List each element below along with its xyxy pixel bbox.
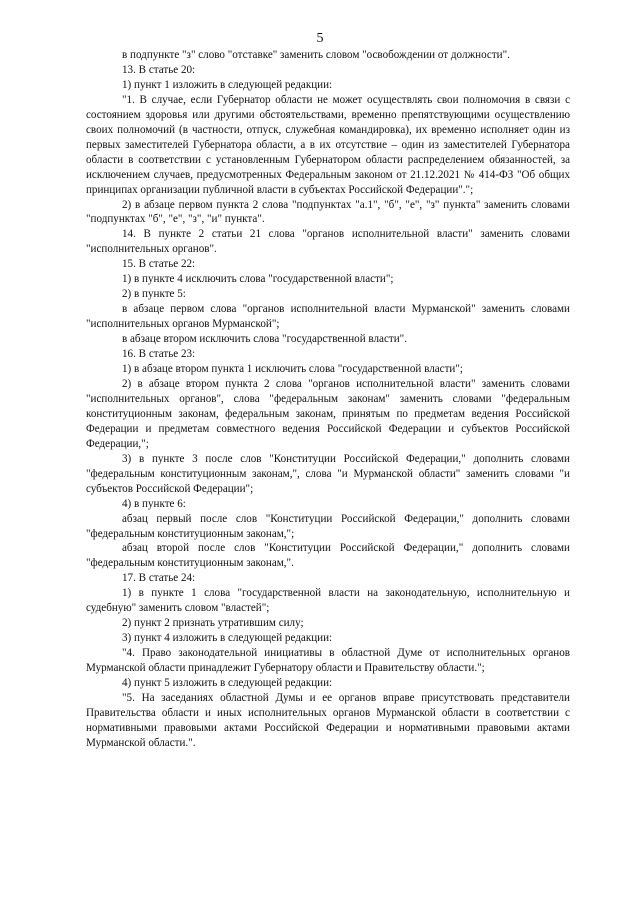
paragraph: 13. В статье 20: bbox=[122, 63, 196, 76]
paragraph: 3) пункт 4 изложить в следующей редакции: bbox=[122, 632, 333, 645]
paragraph: 17. В статье 24: bbox=[122, 572, 196, 585]
paragraph: 1) в абзаце втором пункта 1 исключить слова "государственной власти"; bbox=[122, 363, 463, 376]
paragraph: 2) в пункте 5: bbox=[122, 288, 186, 301]
paragraph: в абзаце первом слова "органов исполнительной власти Мурманской" заменить словами "исполнительных органов Мурманской"; bbox=[86, 303, 570, 331]
paragraph: 2) в абзаце первом пункта 2 слова "подпунктах "а.1", "б", "е", "з" пункта" заменить словами "подпунктах "б", "е", "з", "и" пункта". bbox=[86, 198, 570, 226]
document-body bbox=[86, 48, 570, 751]
paragraph: 4) пункт 5 изложить в следующей редакции: bbox=[122, 677, 333, 690]
paragraph: в подпункте "з" слово "отставке" заменить словом "освобождении от должности". bbox=[122, 49, 510, 61]
paragraph: 1) в пункте 4 исключить слова "государственной власти"; bbox=[122, 273, 394, 286]
paragraph: "1. В случае, если Губернатор области не может осуществлять свои полномочия в связи с состоянием здоровья или другими обстоятельствами, временно препятствующими осуществлению своих полномочий (в частности, отпуск, служебная командировка), их временно исполняет один из первых заместителей Губернатора области, а в их отсутствие – один из заместителей Губернатора области в соответствии с установленным Губернатором области распределением обязанностей, за исключением случаев, предусмотренных Федеральным законом от 21.12.2021 № 414-ФЗ "Об общих принципах организации публичной власти в субъектах Российской Федерации"."; bbox=[86, 93, 570, 196]
paragraph: 2) пункт 2 признать утратившим силу; bbox=[122, 617, 304, 630]
paragraph: 14. В пункте 2 статьи 21 слова "органов исполнительной власти" заменить словами "исполнительных органов". bbox=[86, 228, 570, 256]
paragraph: 16. В статье 23: bbox=[122, 348, 196, 361]
paragraph: абзац первый после слов "Конституции Российской Федерации," дополнить словами "федеральным конституционным законам,"; bbox=[86, 512, 570, 540]
paragraph: в абзаце втором исключить слова "государственной власти". bbox=[122, 333, 407, 346]
paragraph: "4. Право законодательной инициативы в областной Думе от исполнительных органов Мурманской области принадлежит Губернатору области и Правительству области."; bbox=[86, 647, 570, 675]
paragraph: 2) в абзаце втором пункта 2 слова "органов исполнительной власти" заменить словами "исполнительных органов", слова "федеральным законам" заменить словами "федеральным конституционным законам, федеральным законам, принятым по предметам ведения Российской Федерации и предметам совместного ведения Российской Федерации и субъектов Российской Федерации,"; bbox=[86, 377, 570, 450]
paragraph: 4) в пункте 6: bbox=[122, 497, 186, 510]
page-number: 5 bbox=[316, 31, 324, 46]
paragraph: абзац второй после слов "Конституции Российской Федерации," дополнить словами "федеральным конституционным законам,". bbox=[86, 542, 570, 570]
paragraph: "5. На заседаниях областной Думы и ее органов вправе присутствовать представители Правительства области и иных исполнительных органов Мурманской области в соответствии с нормативными правовыми актами Российской Федерации и нормативными правовыми актами Мурманской области.". bbox=[86, 691, 570, 749]
paragraph: 1) пункт 1 изложить в следующей редакции: bbox=[122, 78, 333, 91]
paragraph: 15. В статье 22: bbox=[122, 258, 196, 271]
paragraph: 1) в пункте 1 слова "государственной власти на законодательную, исполнительную и судебную" заменить словом "властей"; bbox=[86, 587, 570, 615]
paragraph: 3) в пункте 3 после слов "Конституции Российской Федерации," дополнить словами "федеральным конституционным законам,", слова "и Мурманской области" заменить словами "и субъектов Российской Федерации"; bbox=[86, 452, 570, 495]
